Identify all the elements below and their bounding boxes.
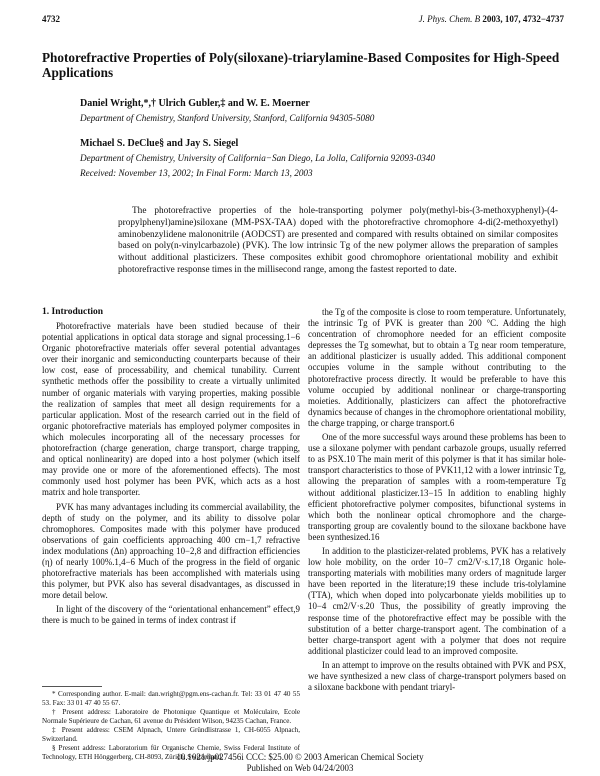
- article-title: Photorefractive Properties of Poly(siloxane)-triarylamine-Based Composites for High-Speed Applications: [42, 50, 560, 80]
- journal-citation: [419, 14, 564, 24]
- body-paragraph: PVK has many advantages including its commercial availability, the depth of study on the polymer, and its ability to dissolve polar chromophores. Composites made with this polymer have produced observations of gain coefficients approaching 400 cm−1,7 refractive index modulations (Δn) approaching 10−2,8 and diffraction efficiencies (η) of nearly 100%.1,4−6 Much of the progress in the field of organic photorefractive materials has been accomplished with materials using this polymer, but PVK also has several disadvantages, as discussed in more detail below.: [42, 501, 300, 601]
- body-paragraph: the Tg of the composite is close to room temperature. Unfortunately, the intrinsic Tg of PVK is greater than 200 °C. Adding the high concentration of chromophore needed for an efficient composite depresses the Tg somewhat, but to obtain a Tg near room temperature, an additional plasticizer is usually added. This additional component occupies volume in the sample without contributing to the photorefractive process directly. It would be preferable to have this volume occupied by additional nonlinear or charge-transporting moieties. Additionally, plasticizers can affect the photorefractive dynamics because of changes in the chromophore orientational mobility, the charge trapping, or charge transport.6: [308, 307, 566, 428]
- footnote-rule: [42, 686, 102, 687]
- doi-copyright-line: 10.1021/jp027456i CCC: $25.00 © 2003 American Chemical Society: [176, 752, 424, 762]
- abstract: The photorefractive properties of the hole-transporting polymer poly(methyl-bis-(3-methoxyphenyl)-(4-propylphenyl)amine)siloxane (MM-PSX-TAA) doped with the photorefractive chromophore 4-di(2-methoxyethyl) aminobenzylidene malononitrile (AODCST) are presented and compared with results obtained on similar composites based on poly(n-vinylcarbazole) (PVK). The low intrinsic Tg of the new polymer allows the preparation of samples without additional plasticizers. These composites exhibit good chromophore orientational mobility and exhibit photorefractive response times in the millisecond range, among the fastest reported to date.: [118, 206, 558, 275]
- section-heading-introduction: 1. Introduction: [42, 307, 104, 317]
- body-paragraph: In addition to the plasticizer-related problems, PVK has a relatively low hole mobility, on the order 10−7 cm2/V·s.17,18 Organic hole-transporting materials with mobilities many orders of magnitude larger have been reported in the literature;19 these include tris-tolylamine (TTA), which when doped into polycarbonate yields mobilities up to 10−4 cm2/V·s.20 Thus, the possibility of greatly improving the response time of the photorefractive effect may be possible with the substitution of a better charge-transport agent. The combination of a better charge-transport agent with a polymer that does not require additional plasticizer could lead to an improved composite.: [308, 545, 566, 656]
- author-group-2: Michael S. DeClue§ and Jay S. Siegel: [80, 138, 239, 149]
- body-paragraph: In an attempt to improve on the results obtained with PVK and PSX, we have synthesized a new class of charge-transport polymers based on a siloxane backbone with pendant triaryl-: [308, 659, 566, 693]
- received-dates: Received: November 13, 2002; In Final Form: March 13, 2003: [80, 168, 313, 178]
- footnote: § Present address: Laboratorium für Organische Chemie, Swiss Federal Institute of Technology, ETH Hönggerberg, CH-8093, Zürich, Switzerland.: [42, 744, 300, 761]
- body-paragraph: One of the more successful ways around these problems has been to use a siloxane polymer with pendant carbazole groups, usually referred to as PSX.10 The main merit of this polymer is that it has similar hole-transport characteristics to those of PVK11,12 with a lower intrinsic Tg, allowing the preparation of samples with a room-temperature Tg without additional plasticizer.13−15 In addition to enabling highly efficient photorefractive polymer composites, bifunctional systems in which both the nonlinear optical chromophore and the charge-transporting group are covalently bound to the siloxane backbone have been synthesized.16: [308, 432, 566, 542]
- running-header: [42, 14, 564, 28]
- footnote: † Present address: Laboratoire de Photonique Quantique et Moléculaire, Ecole Normale Supérieure de Cachan, 61 avenue du Président Wilson, 94235 Cachan, France.: [42, 708, 300, 725]
- author-group-1: Daniel Wright,*,† Ulrich Gubler,‡ and W. E. Moerner: [80, 98, 310, 109]
- left-column: [42, 321, 300, 630]
- footnote: * Corresponding author. E-mail: dan.wright@pgm.ens-cachan.fr. Tel: 33 01 47 40 55 53. Fax: 33 01 47 40 55 67.: [42, 690, 300, 707]
- footnote: ‡ Present address: CSEM Alpnach, Untere Gründlistrasse 1, CH-6055 Alpnach, Switzerland.: [42, 726, 300, 743]
- journal-year-volume-pages: 2003, 107, 4732−4737: [482, 14, 564, 24]
- journal-name: J. Phys. Chem. B: [418, 14, 481, 24]
- affiliation-1: Department of Chemistry, Stanford University, Stanford, California 94305-5080: [80, 113, 375, 123]
- body-paragraph: Photorefractive materials have been studied because of their potential applications in optical data storage and signal processing.1−6 Organic photorefractive materials offer several potential advantages over their inorganic and semiconducting counterparts because of their low cost, ease of processability, and chemical tunability. Current synthetic methods offer the possibility to create a virtually unlimited number of organic materials with varying properties, making possible the realization of samples that meet all design requirements for a particular application. Most of the research carried out in the field of organic photorefractive materials has employed polymer composites in which molecules incorporating all of the necessary processes for photorefraction (charge generation, charge transport, charge trapping, and optical nonlinearity) are doped into a host polymer (which itself may provide one or more of the aforementioned effects). The most commonly used host polymer has been PVK, which acts as a host matrix and hole transporter.: [42, 321, 300, 498]
- page-number: 4732: [42, 14, 60, 24]
- right-column: [308, 307, 566, 696]
- body-paragraph: In light of the discovery of the “orientational enhancement” effect,9 there is much to be gained in terms of index contrast if: [42, 604, 300, 626]
- publication-date-line: Published on Web 04/24/2003: [246, 763, 354, 773]
- affiliation-2: Department of Chemistry, University of California−San Diego, La Jolla, California 92093-0340: [80, 153, 436, 163]
